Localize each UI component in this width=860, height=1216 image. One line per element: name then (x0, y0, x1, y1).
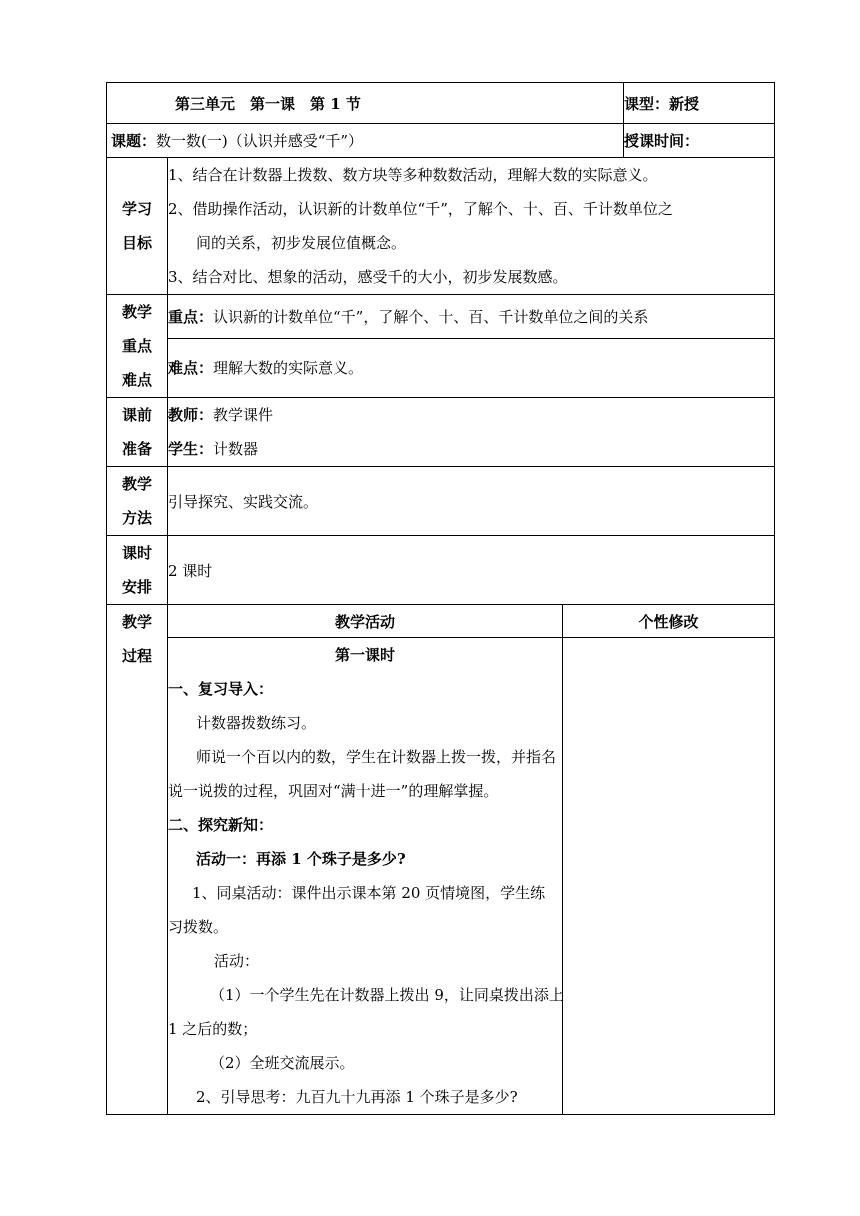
objective-item: 3、结合对比、想象的活动，感受千的大小，初步发展数感。 (168, 268, 568, 286)
objectives-label: 学习 目标 (107, 158, 168, 295)
focus-row (107, 295, 775, 339)
difficulty-value: 理解大数的实际意义。 (213, 359, 364, 378)
process-header-row (107, 605, 775, 638)
difficulty-label: 难点： (168, 359, 214, 378)
modify-content[interactable] (563, 638, 775, 1115)
activity-line: （2）全班交流展示。 (210, 1054, 355, 1072)
topic-row (107, 124, 775, 158)
header-row (107, 83, 775, 124)
lesson-plan-table (106, 82, 775, 1115)
preparation-row (107, 398, 775, 467)
activity-subheading: 活动一：再添 1 个珠子是多少? (196, 850, 406, 868)
activity-content (168, 638, 563, 1115)
unit-title-cell (107, 83, 624, 124)
lesson-type-cell (624, 83, 775, 124)
focus-label: 重点： (168, 307, 214, 326)
key-points-label: 教学 重点 难点 (107, 295, 168, 398)
method-label: 教学 方法 (107, 467, 168, 536)
objectives-content (168, 158, 775, 295)
objective-item: 2、借助操作活动，认识新的计数单位“千”，了解个、十、百、千计数单位之 (168, 200, 673, 218)
activity-line: 1、同桌活动：课件出示课本第 20 页情境图，学生练 (192, 884, 546, 902)
difficulty-row (107, 338, 775, 397)
activity-column-header: 教学活动 (168, 605, 563, 638)
method-value: 引导探究、实践交流。 (168, 467, 775, 536)
activity-line: 习拨数。 (168, 918, 229, 936)
process-body-row (107, 638, 775, 1115)
activity-line: 2、引导思考：九百九十九再添 1 个珠子是多少? (196, 1088, 518, 1106)
session-title: 第一课时 (334, 646, 395, 664)
difficulty-cell (168, 338, 775, 397)
method-row (107, 467, 775, 536)
objectives-row (107, 158, 775, 295)
topic-label: 课题： (111, 132, 157, 150)
student-prep: 学生：计数器 (168, 440, 259, 458)
focus-cell (168, 295, 775, 339)
preparation-label: 课前 准备 (107, 398, 168, 467)
teacher-prep: 教师：教学课件 (168, 406, 274, 424)
schedule-label: 课时 安排 (107, 536, 168, 605)
process-label: 教学 过程 (107, 605, 168, 1115)
lesson-type-label: 课型： (624, 94, 670, 113)
class-time-cell (624, 124, 775, 158)
unit-title: 第三单元 第一课 第 1 节 (175, 94, 361, 113)
activity-line: 师说一个百以内的数，学生在计数器上拨一拨，并指名 (196, 748, 557, 766)
topic-cell (107, 124, 624, 158)
schedule-row (107, 536, 775, 605)
activity-line: 计数器拨数练习。 (196, 714, 317, 732)
activity-line: （1）一个学生先在计数器上拨出 9，让同桌拨出添上 (210, 986, 564, 1004)
section-heading: 一、复习导入： (168, 680, 274, 698)
focus-value: 认识新的计数单位“千”，了解个、十、百、千计数单位之间的关系 (213, 307, 649, 326)
topic-value: 数一数(一)（认识并感受“千”） (156, 132, 364, 150)
preparation-content (168, 398, 775, 467)
modify-column-header: 个性修改 (563, 605, 775, 638)
objective-item: 间的关系，初步发展位值概念。 (196, 234, 407, 252)
section-heading: 二、探究新知： (168, 816, 274, 834)
activity-line: 1 之后的数； (168, 1020, 258, 1038)
objective-item: 1、结合在计数器上拨数、数方块等多种数数活动，理解大数的实际意义。 (168, 166, 658, 184)
activity-line: 说一说拨的过程，巩固对“满十进一”的理解掌握。 (168, 782, 499, 800)
class-time-label: 授课时间： (624, 132, 700, 150)
schedule-value: 2 课时 (168, 536, 775, 605)
lesson-type-value: 新授 (669, 94, 700, 113)
activity-line: 活动： (214, 952, 260, 970)
